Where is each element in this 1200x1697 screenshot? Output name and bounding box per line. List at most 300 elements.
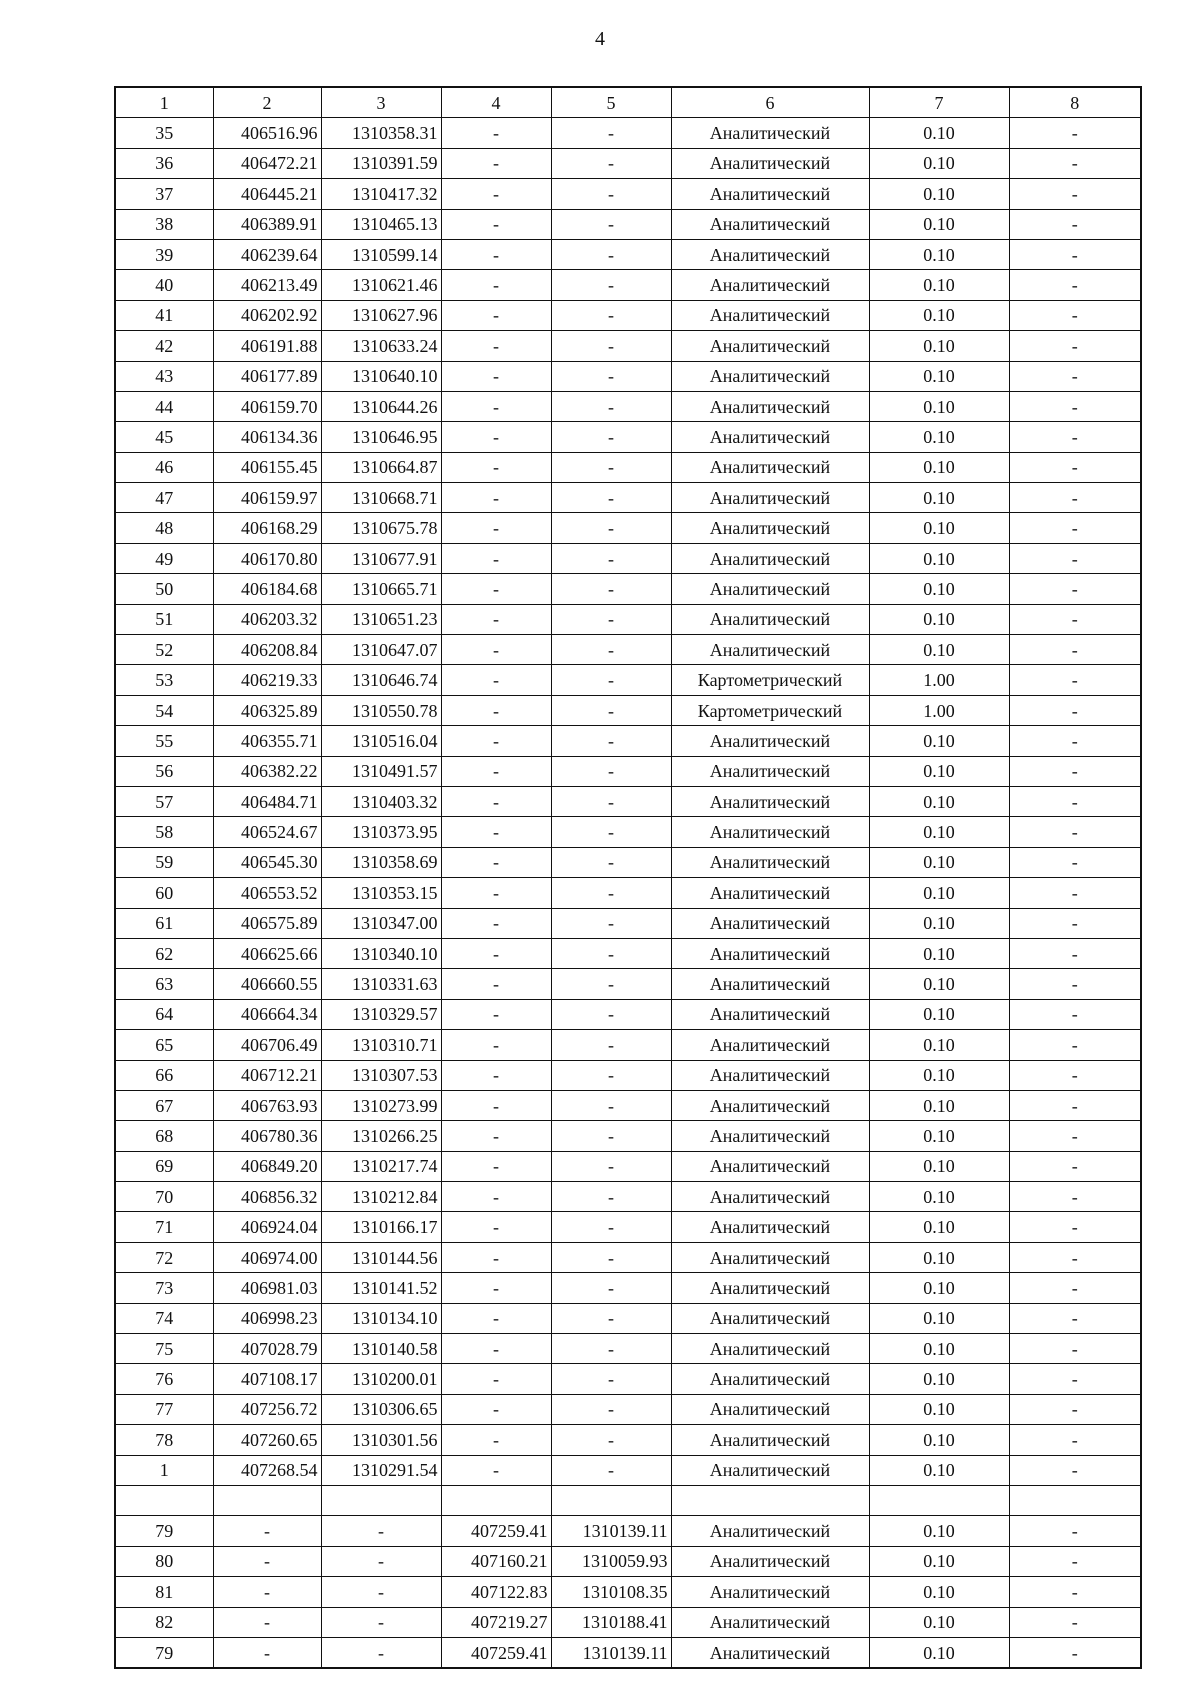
- table-cell: Аналитический: [671, 391, 869, 421]
- table-cell: 49: [115, 543, 213, 573]
- table-cell: -: [1009, 1455, 1141, 1485]
- table-cell: 0.10: [869, 878, 1009, 908]
- table-cell: 38: [115, 209, 213, 239]
- table-cell: -: [551, 1303, 671, 1333]
- table-cell: -: [1009, 209, 1141, 239]
- table-cell: 57: [115, 786, 213, 816]
- table-cell: -: [551, 1364, 671, 1394]
- table-cell: 1310266.25: [321, 1121, 441, 1151]
- table-cell: 406924.04: [213, 1212, 321, 1242]
- table-cell: 407259.41: [441, 1637, 551, 1668]
- table-cell: -: [551, 999, 671, 1029]
- table-cell: 0.10: [869, 1212, 1009, 1242]
- table-cell: -: [441, 1242, 551, 1272]
- table-cell: Аналитический: [671, 270, 869, 300]
- table-cell: Аналитический: [671, 1607, 869, 1637]
- table-cell: -: [441, 1090, 551, 1120]
- table-cell: 407160.21: [441, 1546, 551, 1576]
- table-cell: 0.10: [869, 331, 1009, 361]
- table-cell: -: [551, 817, 671, 847]
- table-cell: -: [1009, 969, 1141, 999]
- table-row: [115, 452, 1141, 482]
- table-cell: 1310212.84: [321, 1182, 441, 1212]
- table-cell: 0.10: [869, 1607, 1009, 1637]
- table-cell: 0.10: [869, 1455, 1009, 1485]
- table-cell: -: [551, 1121, 671, 1151]
- table-cell: -: [551, 391, 671, 421]
- table-row: [115, 1060, 1141, 1090]
- table-cell: 1310646.95: [321, 422, 441, 452]
- table-row: [115, 1485, 1141, 1515]
- table-cell: 72: [115, 1242, 213, 1272]
- table-cell: 406168.29: [213, 513, 321, 543]
- table-row: [115, 391, 1141, 421]
- table-cell: 1310491.57: [321, 756, 441, 786]
- table-cell: Аналитический: [671, 331, 869, 361]
- table-cell: 1310668.71: [321, 483, 441, 513]
- table-cell: 0.10: [869, 513, 1009, 543]
- table-cell: -: [1009, 1273, 1141, 1303]
- table-cell: 1310141.52: [321, 1273, 441, 1303]
- table-cell: -: [1009, 1364, 1141, 1394]
- table-cell: 53: [115, 665, 213, 695]
- table-cell: -: [551, 179, 671, 209]
- table-header-row: [115, 87, 1141, 118]
- table-cell: 61: [115, 908, 213, 938]
- table-cell: -: [213, 1637, 321, 1668]
- table-row: [115, 1303, 1141, 1333]
- table-cell: -: [441, 756, 551, 786]
- table-row: [115, 513, 1141, 543]
- table-cell: Аналитический: [671, 969, 869, 999]
- table-cell: -: [551, 209, 671, 239]
- table-cell: [321, 1485, 441, 1515]
- table-cell: 406170.80: [213, 543, 321, 573]
- table-cell: -: [441, 1425, 551, 1455]
- table-cell: Аналитический: [671, 1303, 869, 1333]
- table-cell: 406213.49: [213, 270, 321, 300]
- table-cell: -: [1009, 908, 1141, 938]
- table-cell: -: [441, 908, 551, 938]
- table-cell: -: [1009, 300, 1141, 330]
- table-row: [115, 361, 1141, 391]
- table-row: [115, 604, 1141, 634]
- table-cell: Аналитический: [671, 938, 869, 968]
- table-cell: 1310291.54: [321, 1455, 441, 1485]
- table-cell: -: [441, 513, 551, 543]
- table-cell: 406625.66: [213, 938, 321, 968]
- table-cell: 1310665.71: [321, 574, 441, 604]
- table-cell: Аналитический: [671, 635, 869, 665]
- table-cell: -: [551, 1182, 671, 1212]
- table-cell: 406664.34: [213, 999, 321, 1029]
- table-cell: -: [441, 604, 551, 634]
- table-cell: 406856.32: [213, 1182, 321, 1212]
- table-cell: -: [551, 148, 671, 178]
- table-cell: 0.10: [869, 361, 1009, 391]
- table-cell: 40: [115, 270, 213, 300]
- table-cell: -: [441, 1182, 551, 1212]
- table-cell: 406219.33: [213, 665, 321, 695]
- table-cell: -: [1009, 1151, 1141, 1181]
- table-cell: 75: [115, 1334, 213, 1364]
- table-body: [115, 118, 1141, 1668]
- column-header: 8: [1009, 87, 1141, 118]
- table-cell: 63: [115, 969, 213, 999]
- table-cell: -: [1009, 513, 1141, 543]
- table-cell: 406159.70: [213, 391, 321, 421]
- table-cell: Аналитический: [671, 1273, 869, 1303]
- table-cell: -: [441, 543, 551, 573]
- table-cell: -: [1009, 1121, 1141, 1151]
- table-cell: -: [213, 1577, 321, 1607]
- table-cell: Аналитический: [671, 209, 869, 239]
- table-cell: 406553.52: [213, 878, 321, 908]
- table-row: [115, 999, 1141, 1029]
- table-cell: Аналитический: [671, 1060, 869, 1090]
- table-cell: Аналитический: [671, 1546, 869, 1576]
- table-cell: -: [551, 483, 671, 513]
- table-cell: -: [321, 1546, 441, 1576]
- table-cell: 1310651.23: [321, 604, 441, 634]
- table-cell: 64: [115, 999, 213, 1029]
- table-cell: Аналитический: [671, 452, 869, 482]
- table-cell: 1310059.93: [551, 1546, 671, 1576]
- table-cell: 1310166.17: [321, 1212, 441, 1242]
- table-row: [115, 726, 1141, 756]
- table-row: [115, 1121, 1141, 1151]
- table-cell: Аналитический: [671, 604, 869, 634]
- table-cell: -: [441, 1212, 551, 1242]
- table-cell: -: [551, 635, 671, 665]
- table-row: [115, 1030, 1141, 1060]
- table-cell: 1: [115, 1455, 213, 1485]
- table-cell: -: [551, 1242, 671, 1272]
- column-header: 5: [551, 87, 671, 118]
- table-cell: -: [1009, 999, 1141, 1029]
- table-cell: Аналитический: [671, 422, 869, 452]
- table-cell: -: [551, 969, 671, 999]
- column-header: 3: [321, 87, 441, 118]
- table-cell: 60: [115, 878, 213, 908]
- table-cell: -: [551, 726, 671, 756]
- table-cell: 1310644.26: [321, 391, 441, 421]
- table-cell: -: [441, 300, 551, 330]
- table-cell: 407122.83: [441, 1577, 551, 1607]
- table-cell: -: [441, 1364, 551, 1394]
- table-cell: -: [1009, 391, 1141, 421]
- column-header: 1: [115, 87, 213, 118]
- table-cell: 0.10: [869, 756, 1009, 786]
- table-cell: 71: [115, 1212, 213, 1242]
- table-cell: 1310621.46: [321, 270, 441, 300]
- table-cell: 1310358.69: [321, 847, 441, 877]
- table-cell: Аналитический: [671, 1182, 869, 1212]
- table-cell: 406712.21: [213, 1060, 321, 1090]
- table-cell: 0.10: [869, 179, 1009, 209]
- table-cell: 406184.68: [213, 574, 321, 604]
- table-cell: 1310139.11: [551, 1637, 671, 1668]
- table-cell: 0.10: [869, 847, 1009, 877]
- table-cell: -: [1009, 665, 1141, 695]
- table-cell: -: [1009, 847, 1141, 877]
- table-cell: 1310373.95: [321, 817, 441, 847]
- table-cell: 66: [115, 1060, 213, 1090]
- table-cell: 406472.21: [213, 148, 321, 178]
- table-cell: 0.10: [869, 1364, 1009, 1394]
- table-cell: 0.10: [869, 148, 1009, 178]
- table-cell: 69: [115, 1151, 213, 1181]
- table-cell: -: [551, 1151, 671, 1181]
- table-cell: [671, 1485, 869, 1515]
- table-cell: 50: [115, 574, 213, 604]
- table-cell: -: [321, 1577, 441, 1607]
- column-header: 7: [869, 87, 1009, 118]
- table-row: [115, 483, 1141, 513]
- table-cell: 406524.67: [213, 817, 321, 847]
- table-cell: 406445.21: [213, 179, 321, 209]
- table-cell: 406849.20: [213, 1151, 321, 1181]
- table-cell: 45: [115, 422, 213, 452]
- table-cell: Аналитический: [671, 148, 869, 178]
- table-cell: [1009, 1485, 1141, 1515]
- table-cell: 406660.55: [213, 969, 321, 999]
- table-cell: 1310391.59: [321, 148, 441, 178]
- table-cell: 0.10: [869, 1516, 1009, 1546]
- table-row: [115, 817, 1141, 847]
- table-cell: -: [1009, 786, 1141, 816]
- table-cell: 406575.89: [213, 908, 321, 938]
- table-cell: 406155.45: [213, 452, 321, 482]
- table-row: [115, 331, 1141, 361]
- table-cell: 79: [115, 1516, 213, 1546]
- table-row: [115, 1364, 1141, 1394]
- table-cell: 0.10: [869, 908, 1009, 938]
- table-cell: Аналитический: [671, 786, 869, 816]
- table-cell: 0.10: [869, 270, 1009, 300]
- table-cell: 76: [115, 1364, 213, 1394]
- table-cell: -: [213, 1607, 321, 1637]
- table-cell: Картометрический: [671, 665, 869, 695]
- table-cell: 1310465.13: [321, 209, 441, 239]
- table-cell: -: [551, 118, 671, 148]
- table-cell: -: [1009, 452, 1141, 482]
- table-cell: 406191.88: [213, 331, 321, 361]
- table-cell: Аналитический: [671, 1212, 869, 1242]
- table-row: [115, 270, 1141, 300]
- table-cell: 65: [115, 1030, 213, 1060]
- table-cell: 406706.49: [213, 1030, 321, 1060]
- table-cell: 1310301.56: [321, 1425, 441, 1455]
- table-cell: 406998.23: [213, 1303, 321, 1333]
- table-cell: 1310273.99: [321, 1090, 441, 1120]
- table-cell: 0.10: [869, 391, 1009, 421]
- table-cell: 407028.79: [213, 1334, 321, 1364]
- column-header: 2: [213, 87, 321, 118]
- table-cell: -: [1009, 1182, 1141, 1212]
- table-cell: 1310310.71: [321, 1030, 441, 1060]
- table-cell: -: [441, 452, 551, 482]
- table-cell: 1310217.74: [321, 1151, 441, 1181]
- table-cell: -: [213, 1516, 321, 1546]
- table-row: [115, 574, 1141, 604]
- table-cell: Аналитический: [671, 179, 869, 209]
- table-cell: 1310139.11: [551, 1516, 671, 1546]
- table-cell: 0.10: [869, 604, 1009, 634]
- table-cell: 48: [115, 513, 213, 543]
- table-cell: 1310640.10: [321, 361, 441, 391]
- table-cell: Аналитический: [671, 300, 869, 330]
- table-cell: 58: [115, 817, 213, 847]
- table-cell: -: [551, 756, 671, 786]
- table-cell: 42: [115, 331, 213, 361]
- table-cell: -: [551, 1455, 671, 1485]
- table-row: [115, 1394, 1141, 1424]
- table-cell: -: [441, 786, 551, 816]
- table-cell: 0.10: [869, 999, 1009, 1029]
- table-cell: 0.10: [869, 726, 1009, 756]
- table-cell: 0.10: [869, 1546, 1009, 1576]
- table-cell: Аналитический: [671, 1242, 869, 1272]
- table-cell: Аналитический: [671, 361, 869, 391]
- table-cell: 0.10: [869, 1090, 1009, 1120]
- table-cell: -: [441, 1030, 551, 1060]
- table-cell: 1310188.41: [551, 1607, 671, 1637]
- table-cell: 1310516.04: [321, 726, 441, 756]
- table-cell: 407259.41: [441, 1516, 551, 1546]
- table-cell: -: [1009, 422, 1141, 452]
- coordinates-table: [114, 86, 1142, 1669]
- table-cell: 1.00: [869, 695, 1009, 725]
- table-cell: [115, 1485, 213, 1515]
- table-cell: 1310331.63: [321, 969, 441, 999]
- table-cell: 406203.32: [213, 604, 321, 634]
- table-row: [115, 878, 1141, 908]
- table-row: [115, 938, 1141, 968]
- table-cell: -: [1009, 574, 1141, 604]
- table-cell: 37: [115, 179, 213, 209]
- table-cell: -: [551, 513, 671, 543]
- table-cell: -: [551, 452, 671, 482]
- table-cell: -: [551, 300, 671, 330]
- table-cell: -: [441, 209, 551, 239]
- table-cell: 1310200.01: [321, 1364, 441, 1394]
- table-cell: -: [441, 1455, 551, 1485]
- table-cell: Аналитический: [671, 1425, 869, 1455]
- table-cell: -: [1009, 1607, 1141, 1637]
- table-row: [115, 1546, 1141, 1576]
- table-cell: [869, 1485, 1009, 1515]
- table-cell: -: [1009, 543, 1141, 573]
- table-cell: -: [1009, 878, 1141, 908]
- table-cell: 407260.65: [213, 1425, 321, 1455]
- table-cell: 1310633.24: [321, 331, 441, 361]
- table-row: [115, 969, 1141, 999]
- table-cell: -: [441, 118, 551, 148]
- table-row: [115, 1516, 1141, 1546]
- table-cell: 406516.96: [213, 118, 321, 148]
- table-cell: -: [551, 1425, 671, 1455]
- table-cell: 67: [115, 1090, 213, 1120]
- table-cell: -: [551, 543, 671, 573]
- table-cell: -: [1009, 331, 1141, 361]
- table-cell: -: [551, 786, 671, 816]
- table-cell: -: [551, 1212, 671, 1242]
- table-cell: 0.10: [869, 543, 1009, 573]
- table-cell: -: [1009, 1303, 1141, 1333]
- table-cell: 406355.71: [213, 726, 321, 756]
- table-cell: -: [1009, 483, 1141, 513]
- table-cell: 1310675.78: [321, 513, 441, 543]
- table-row: [115, 239, 1141, 269]
- table-cell: -: [441, 574, 551, 604]
- table-cell: Аналитический: [671, 1577, 869, 1607]
- table-cell: 0.10: [869, 1121, 1009, 1151]
- table-cell: -: [441, 179, 551, 209]
- table-cell: 46: [115, 452, 213, 482]
- table-cell: Аналитический: [671, 1334, 869, 1364]
- table-cell: -: [441, 726, 551, 756]
- table-cell: -: [551, 1030, 671, 1060]
- table-cell: -: [441, 1394, 551, 1424]
- table-cell: 406134.36: [213, 422, 321, 452]
- table-cell: -: [551, 239, 671, 269]
- table-cell: Аналитический: [671, 817, 869, 847]
- table-cell: 0.10: [869, 1060, 1009, 1090]
- table-cell: 407268.54: [213, 1455, 321, 1485]
- table-cell: -: [551, 847, 671, 877]
- table-cell: -: [1009, 239, 1141, 269]
- table-cell: -: [441, 422, 551, 452]
- table-cell: Аналитический: [671, 239, 869, 269]
- table-cell: 1.00: [869, 665, 1009, 695]
- table-cell: 1310417.32: [321, 179, 441, 209]
- table-cell: 0.10: [869, 1425, 1009, 1455]
- table-cell: 62: [115, 938, 213, 968]
- table-cell: 1310144.56: [321, 1242, 441, 1272]
- table-cell: -: [441, 938, 551, 968]
- table-cell: 0.10: [869, 422, 1009, 452]
- table-cell: -: [441, 239, 551, 269]
- table-cell: 1310353.15: [321, 878, 441, 908]
- table-cell: 0.10: [869, 1577, 1009, 1607]
- table-row: [115, 1334, 1141, 1364]
- table-cell: -: [551, 878, 671, 908]
- table-cell: 68: [115, 1121, 213, 1151]
- table-cell: Картометрический: [671, 695, 869, 725]
- table-cell: Аналитический: [671, 1637, 869, 1668]
- table-cell: -: [441, 1151, 551, 1181]
- column-header: 6: [671, 87, 869, 118]
- table-cell: 1310347.00: [321, 908, 441, 938]
- table-cell: -: [441, 391, 551, 421]
- table-cell: 1310329.57: [321, 999, 441, 1029]
- table-cell: -: [1009, 1212, 1141, 1242]
- table-cell: -: [551, 331, 671, 361]
- table-row: [115, 1637, 1141, 1668]
- table-row: [115, 847, 1141, 877]
- table-cell: -: [1009, 1516, 1141, 1546]
- table-cell: 1310646.74: [321, 665, 441, 695]
- table-cell: Аналитический: [671, 1121, 869, 1151]
- table-cell: -: [441, 665, 551, 695]
- table-cell: 80: [115, 1546, 213, 1576]
- table-cell: Аналитический: [671, 513, 869, 543]
- table-cell: 406177.89: [213, 361, 321, 391]
- table-cell: Аналитический: [671, 1516, 869, 1546]
- table-cell: Аналитический: [671, 483, 869, 513]
- table-cell: -: [1009, 270, 1141, 300]
